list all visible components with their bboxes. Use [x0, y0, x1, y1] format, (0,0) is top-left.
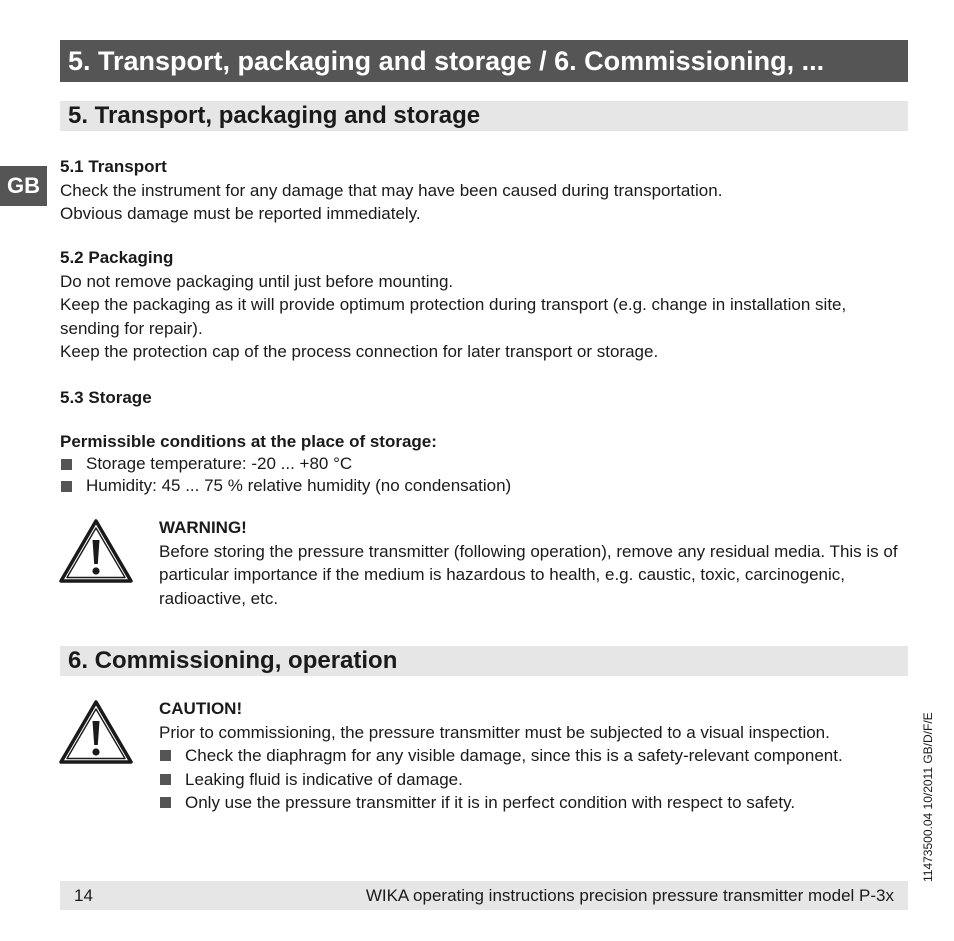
warning-triangle-icon	[59, 699, 133, 765]
caution-title: CAUTION!	[159, 699, 243, 718]
storage-heading-block	[60, 386, 910, 410]
page-number: 14	[74, 886, 93, 905]
page-header-title: 5. Transport, packaging and storage / 6. Commissioning, ...	[60, 40, 908, 82]
section-title-commissioning: 6. Commissioning, operation	[60, 646, 908, 676]
list-item: Leaking fluid is indicative of damage.	[159, 768, 909, 792]
packaging-line: Do not remove packaging until just before mounting.	[60, 271, 454, 291]
storage-conditions-block	[60, 431, 910, 497]
packaging-heading: 5.2 Packaging	[60, 248, 174, 267]
transport-block	[60, 155, 910, 226]
language-tab: GB	[0, 166, 47, 206]
warning-text: Before storing the pressure transmitter (following operation), remove any residual media. This is of particular importance if the medium is hazardous to health, e.g. caustic, toxic, carcinogenic, radioactive, etc.	[159, 541, 898, 608]
transport-line: Obvious damage must be reported immediately.	[60, 204, 421, 223]
list-item: Only use the pressure transmitter if it is in perfect condition with respect to safety.	[159, 791, 909, 815]
list-item: Humidity: 45 ... 75 % relative humidity (no condensation)	[60, 475, 910, 497]
list-item: Check the diaphragm for any visible damage, since this is a safety-relevant component.	[159, 744, 909, 768]
packaging-line: Keep the protection cap of the process connection for later transport or storage.	[60, 342, 659, 361]
packaging-line: Keep the packaging as it will provide optimum protection during transport (e.g. change in installation site, sending for repair).	[60, 295, 847, 338]
warning-title: WARNING!	[159, 518, 247, 537]
packaging-block	[60, 246, 910, 364]
warning-triangle-icon	[59, 518, 133, 584]
transport-line: Check the instrument for any damage that may have been caused during transportation.	[60, 180, 723, 200]
storage-heading: 5.3 Storage	[60, 388, 152, 407]
warning-notice	[159, 516, 909, 610]
storage-conditions-heading: Permissible conditions at the place of storage:	[60, 432, 437, 451]
section-title-transport: 5. Transport, packaging and storage	[60, 101, 908, 131]
footer-title: WIKA operating instructions precision pressure transmitter model P-3x	[365, 886, 894, 905]
page-footer	[60, 881, 908, 910]
transport-heading: 5.1 Transport	[60, 157, 167, 176]
caution-text: Prior to commissioning, the pressure transmitter must be subjected to a visual inspection.	[159, 722, 830, 742]
list-item: Storage temperature: -20 ... +80 °C	[60, 453, 910, 475]
caution-notice	[159, 697, 909, 815]
document-code: 11473500.04 10/2011 GB/D/F/E	[921, 712, 935, 882]
